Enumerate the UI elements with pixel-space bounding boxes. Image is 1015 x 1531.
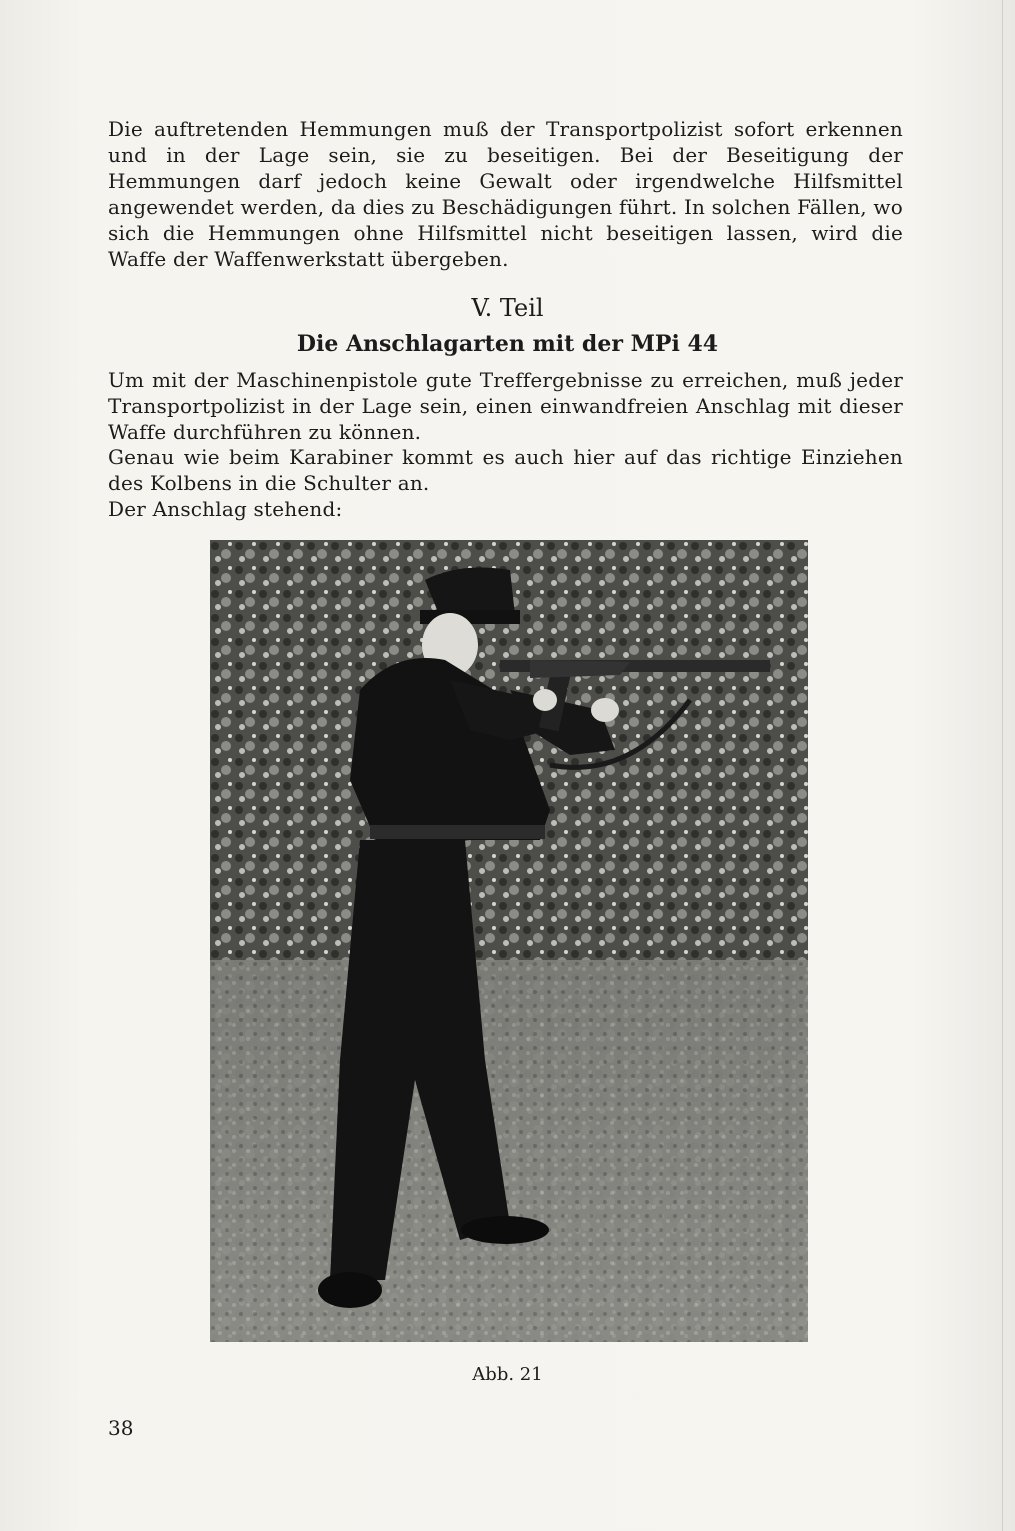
belt (370, 825, 545, 839)
figure-photo (210, 540, 808, 1342)
photo-illustration (210, 540, 808, 1342)
figure-caption: Abb. 21 (472, 1364, 543, 1385)
paragraph-karabiner: Genau wie beim Karabiner kommt es auch hier auf das richtige Einziehen des Kolbens in die Schulter an. (108, 445, 903, 495)
paragraph-anschlag: Der Anschlag stehend: (108, 497, 343, 521)
section-title: Die Anschlagarten mit der MPi 44 (296, 331, 719, 357)
page-edge (1002, 0, 1003, 1531)
right-shoe (461, 1216, 549, 1244)
page-number: 38 (108, 1416, 134, 1440)
paragraph-hemmungen: Die auftretenden Hemmungen muß der Transportpolizist sofort erkennen und in der Lage sein, sie zu beseitigen. Bei der Beseitigung der Hemmungen darf jedoch keine Gewalt oder irgendwelche Hilfsmittel angewendet werden, da dies zu Beschädigungen führt. In solchen Fällen, wo sich die Hemmungen ohne Hilfsmittel nicht beseitigen lassen, wird die Waffe der Waffenwerkstatt übergeben. (108, 117, 903, 271)
part-heading: V. Teil (471, 294, 544, 322)
paragraph-intro: Um mit der Maschinenpistole gute Treffergebnisse zu erreichen, muß jeder Transportpolizist in der Lage sein, einen einwandfreien Anschlag mit dieser Waffe durchführen zu können. (108, 368, 903, 444)
hand (591, 698, 619, 722)
left-shoe (318, 1272, 382, 1308)
